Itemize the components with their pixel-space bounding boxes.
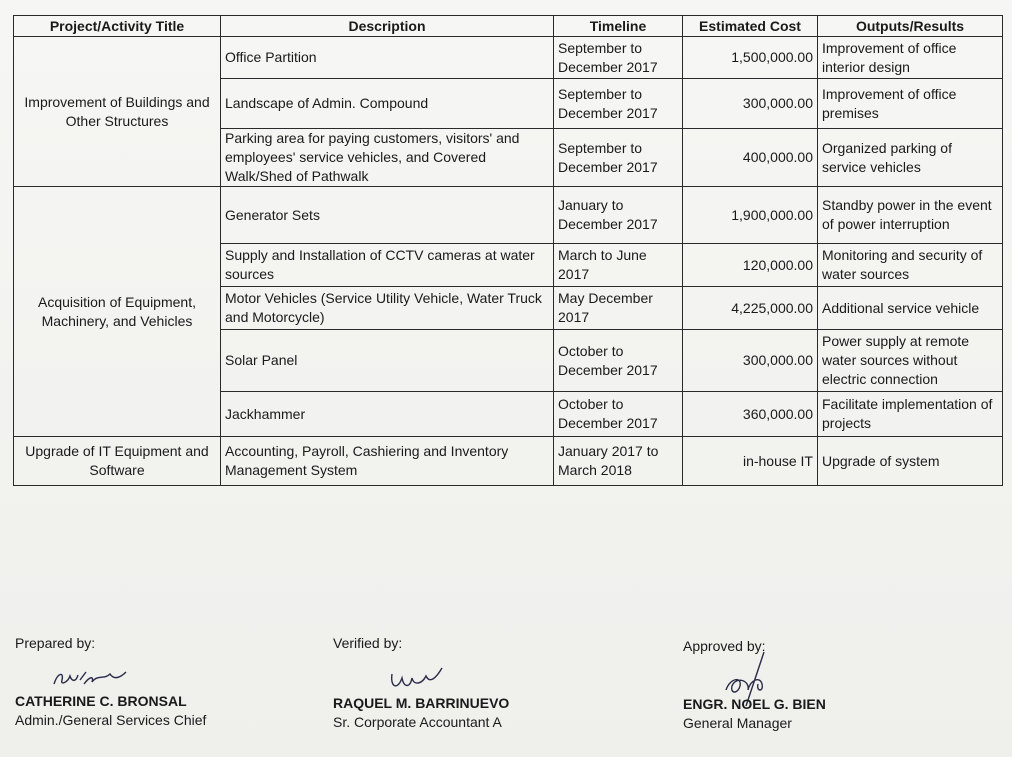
prepared-by-label: Prepared by: <box>15 635 96 651</box>
group-title: Upgrade of IT Equipment and Software <box>14 437 221 486</box>
table-row <box>14 437 1003 486</box>
row-description: Motor Vehicles (Service Utility Vehicle, Water Truck and Motorcycle) <box>221 287 554 330</box>
header-cost: Estimated Cost <box>683 16 818 37</box>
row-timeline: September to December 2017 <box>554 79 683 129</box>
row-description: Supply and Installation of CCTV cameras at water sources <box>221 244 554 287</box>
row-outputs: Power supply at remote water sources without electric connection <box>818 330 1003 392</box>
row-description: Office Partition <box>221 37 554 79</box>
row-timeline: May December 2017 <box>554 287 683 330</box>
row-outputs: Monitoring and security of water sources <box>818 244 1003 287</box>
header-title: Project/Activity Title <box>14 16 221 37</box>
row-timeline: September to December 2017 <box>554 129 683 187</box>
verified-by-name: RAQUEL M. BARRINUEVO <box>333 695 510 711</box>
row-timeline: September to December 2017 <box>554 37 683 79</box>
row-outputs: Standby power in the event of power interruption <box>818 187 1003 244</box>
verified-by-signatory <box>333 694 509 732</box>
header-description: Description <box>221 16 554 37</box>
row-cost: 4,225,000.00 <box>683 287 818 330</box>
approved-by-signatory <box>683 695 826 733</box>
group-title: Acquisition of Equipment, Machinery, and Vehicles <box>14 187 221 437</box>
prepared-by-signatory <box>15 692 206 730</box>
prepared-by-block <box>15 634 95 653</box>
approved-by-label: Approved by: <box>683 638 766 654</box>
row-outputs: Facilitate implementation of projects <box>818 392 1003 437</box>
row-cost: 300,000.00 <box>683 330 818 392</box>
prepared-by-name: CATHERINE C. BRONSAL <box>15 693 187 709</box>
row-description: Landscape of Admin. Compound <box>221 79 554 129</box>
row-cost: 1,900,000.00 <box>683 187 818 244</box>
row-cost: 360,000.00 <box>683 392 818 437</box>
row-description: Generator Sets <box>221 187 554 244</box>
row-cost: 120,000.00 <box>683 244 818 287</box>
row-timeline: October to December 2017 <box>554 330 683 392</box>
row-description: Solar Panel <box>221 330 554 392</box>
row-outputs: Additional service vehicle <box>818 287 1003 330</box>
row-description: Jackhammer <box>221 392 554 437</box>
prepared-signature-icon <box>50 666 130 692</box>
header-outputs: Outputs/Results <box>818 16 1003 37</box>
row-timeline: January 2017 to March 2018 <box>554 437 683 486</box>
project-plan-table <box>13 15 1003 486</box>
table-row <box>14 37 1003 79</box>
row-cost: 1,500,000.00 <box>683 37 818 79</box>
row-timeline: January to December 2017 <box>554 187 683 244</box>
header-timeline: Timeline <box>554 16 683 37</box>
group-title: Improvement of Buildings and Other Structures <box>14 37 221 187</box>
row-cost: in-house IT <box>683 437 818 486</box>
prepared-by-position: Admin./General Services Chief <box>15 712 207 728</box>
row-outputs: Organized parking of service vehicles <box>818 129 1003 187</box>
row-description: Accounting, Payroll, Cashiering and Inventory Management System <box>221 437 554 486</box>
row-outputs: Upgrade of system <box>818 437 1003 486</box>
row-cost: 400,000.00 <box>683 129 818 187</box>
verified-by-block <box>333 634 402 653</box>
table-row <box>14 187 1003 244</box>
row-timeline: October to December 2017 <box>554 392 683 437</box>
verified-by-label: Verified by: <box>333 635 403 651</box>
row-cost: 300,000.00 <box>683 79 818 129</box>
row-timeline: March to June 2017 <box>554 244 683 287</box>
row-description: Parking area for paying customers, visitors' and employees' service vehicles, and Covered Walk/Shed of Pathwalk <box>221 129 554 187</box>
approved-by-name: ENGR. NOEL G. BIEN <box>683 696 826 712</box>
row-outputs: Improvement of office premises <box>818 79 1003 129</box>
table-header-row <box>14 16 1003 37</box>
verified-by-position: Sr. Corporate Accountant A <box>333 714 502 730</box>
row-outputs: Improvement of office interior design <box>818 37 1003 79</box>
approved-by-position: General Manager <box>683 715 792 731</box>
